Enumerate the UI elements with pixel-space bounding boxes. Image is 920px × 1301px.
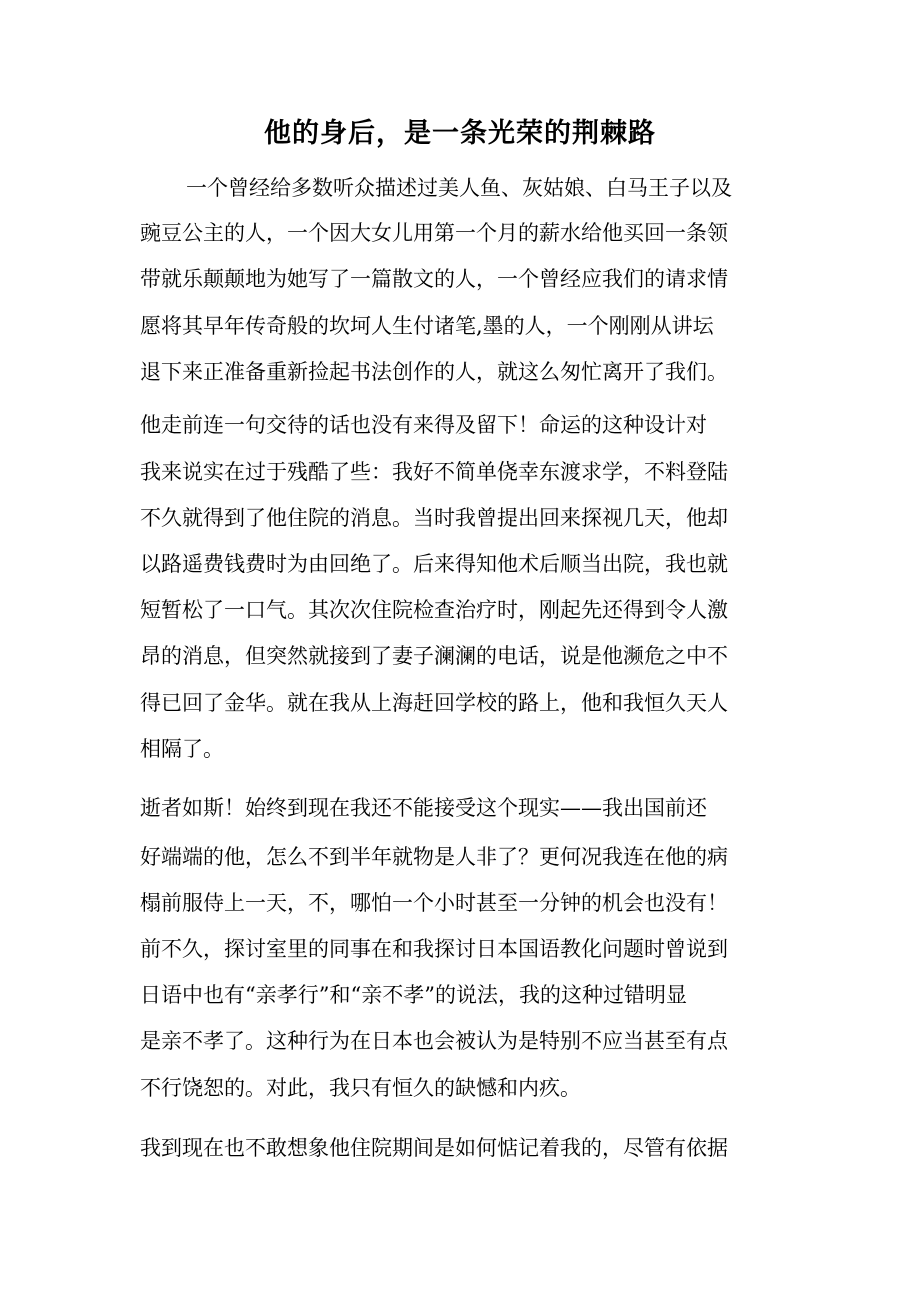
document-title: 他的身后，是一条光荣的荆棘路 bbox=[264, 118, 656, 149]
text-line-19: 是亲不孝了。这种行为在日本也会被认为是特别不应当甚至有点 bbox=[140, 1029, 728, 1053]
text-line-16: 榻前服侍上一天，不，哪怕一个小时甚至一分钟的机会也没有！ bbox=[140, 891, 728, 915]
text-line-5: 退下来正准备重新捡起书法创作的人，就这么匆忙离开了我们。 bbox=[140, 360, 728, 384]
text-line-13: 相隔了。 bbox=[140, 737, 224, 761]
text-line-14: 逝者如斯！始终到现在我还不能接受这个现实——我出国前还 bbox=[140, 796, 707, 820]
text-line-1: 一个曾经给多数听众描述过美人鱼、灰姑娘、白马王子以及 bbox=[186, 176, 732, 200]
text-line-8: 不久就得到了他住院的消息。当时我曾提出回来探视几天，他却 bbox=[140, 506, 728, 530]
text-line-17: 前不久，探讨室里的同事在和我探讨日本国语教化问题时曾说到 bbox=[140, 937, 728, 961]
text-line-2: 豌豆公主的人，一个因大女儿用第一个月的薪水给他买回一条领 bbox=[140, 221, 728, 245]
text-line-4: 愿将其早年传奇般的坎坷人生付诸笔,墨的人，一个刚刚从讲坛 bbox=[140, 314, 714, 338]
text-line-21: 我到现在也不敢想象他住院期间是如何惦记着我的，尽管有依据 bbox=[140, 1136, 728, 1160]
text-line-15: 好端端的他，怎么不到半年就物是人非了？更何况我连在他的病 bbox=[140, 845, 728, 869]
text-line-3: 带就乐颠颠地为她写了一篇散文的人，一个曾经应我们的请求情 bbox=[140, 267, 728, 291]
text-line-7: 我来说实在过于残酷了些：我好不简单侥幸东渡求学，不料登陆 bbox=[140, 460, 728, 484]
text-line-10: 短暂松了一口气。其次次住院检查治疗时，刚起先还得到令人激 bbox=[140, 598, 728, 622]
text-line-12: 得已回了金华。就在我从上海赶回学校的路上，他和我恒久天人 bbox=[140, 691, 728, 715]
text-line-11: 昂的消息，但突然就接到了妻子澜澜的电话，说是他濒危之中不 bbox=[140, 644, 728, 668]
text-line-9: 以路遥费钱费时为由回绝了。后来得知他术后顺当出院，我也就 bbox=[140, 552, 728, 576]
text-line-18: 日语中也有“亲孝行”和“亲不孝”的说法，我的这种过错明显 bbox=[140, 983, 687, 1007]
text-line-20: 不行饶恕的。对此，我只有恒久的缺憾和内疚。 bbox=[140, 1076, 581, 1100]
text-line-6: 他走前连一句交待的话也没有来得及留下！命运的这种设计对 bbox=[140, 413, 707, 437]
